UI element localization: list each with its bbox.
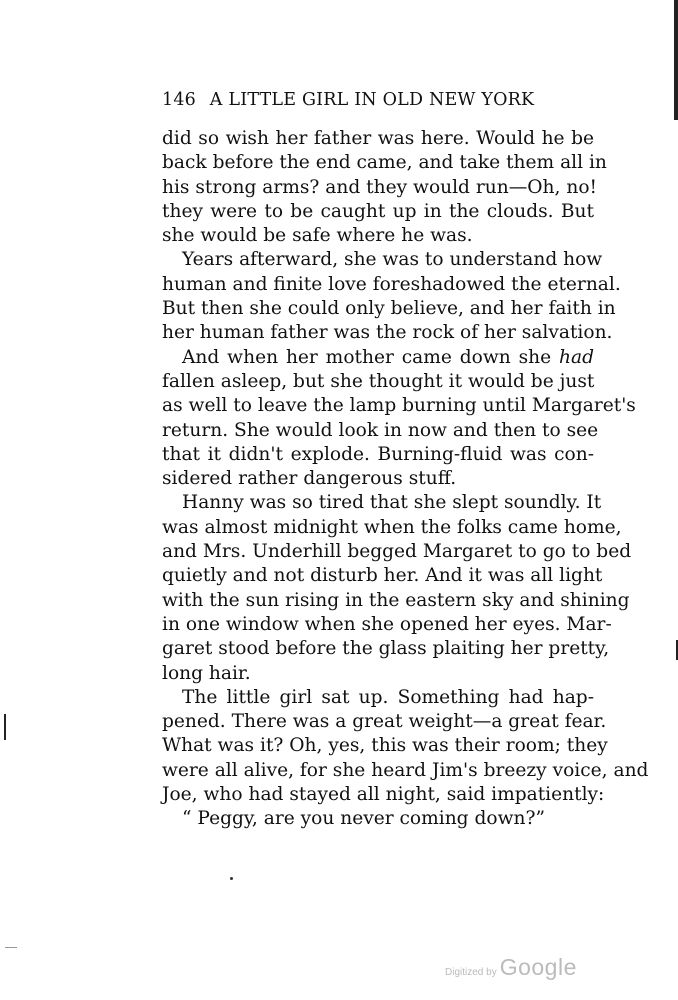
text-line <box>162 346 594 370</box>
digitized-label: Digitized by <box>445 967 497 978</box>
ink-speck <box>230 877 233 880</box>
text-line: “ Peggy, are you never coming down?” <box>182 808 545 830</box>
text-line: Hanny was so tired that she slept soundly. It <box>182 492 602 514</box>
text-line: fallen asleep, but she thought it would be just <box>162 370 595 392</box>
scan-edge-left <box>4 714 6 740</box>
text-line: as well to leave the lamp burning until Margaret's <box>162 395 636 417</box>
text-line: But then she could only believe, and her faith in <box>162 298 616 320</box>
digitized-watermark <box>445 954 577 981</box>
text-line: Joe, who had stayed all night, said impatiently: <box>162 784 605 806</box>
text-line: her human father was the rock of her salvation. <box>162 322 613 344</box>
page-number: 146 <box>162 90 197 110</box>
running-header <box>162 90 562 110</box>
scan-mark <box>5 947 17 948</box>
text-line: long hair. <box>162 662 251 684</box>
text-line: that it didn't explode. Burning-fluid was con- <box>162 443 594 465</box>
text-line: his strong arms? and they would run—Oh, no! <box>162 176 597 198</box>
text-line: was almost midnight when the folks came home, <box>162 516 622 538</box>
text-line: What was it? Oh, yes, this was their room; they <box>162 735 608 757</box>
text-line: quietly and not disturb her. And it was all light <box>162 565 603 587</box>
text-line: in one window when she opened her eyes. Mar- <box>162 613 612 635</box>
text-line: return. She would look in now and then to see <box>162 419 599 441</box>
text-line: Years afterward, she was to understand how <box>182 249 603 271</box>
text-line: The little girl sat up. Something had hap- <box>182 686 594 708</box>
running-title: A LITTLE GIRL IN OLD NEW YORK <box>209 90 535 110</box>
text-line: she would be safe where he was. <box>162 225 473 247</box>
text-line: pened. There was a great weight—a great fear. <box>162 711 607 733</box>
text-line: they were to be caught up in the clouds. But <box>162 200 594 222</box>
text-line: garet stood before the glass plaiting her pretty, <box>162 638 610 660</box>
text-line: with the sun rising in the eastern sky and shining <box>162 589 630 611</box>
text-line: were all alive, for she heard Jim's breezy voice, and <box>162 759 649 781</box>
scan-edge-right <box>674 0 678 120</box>
italic-word: had <box>559 346 594 368</box>
text-line: back before the end came, and take them all in <box>162 152 607 174</box>
body-text <box>162 127 649 832</box>
google-logo: Google <box>499 954 577 980</box>
text-line: did so wish her father was here. Would he be <box>162 128 594 149</box>
text-line: and Mrs. Underhill begged Margaret to go to bed <box>162 541 632 563</box>
text-line: human and finite love foreshadowed the eternal. <box>162 273 621 295</box>
text-segment: And when her mother came down she <box>182 346 560 368</box>
text-line: sidered rather dangerous stuff. <box>162 468 457 490</box>
